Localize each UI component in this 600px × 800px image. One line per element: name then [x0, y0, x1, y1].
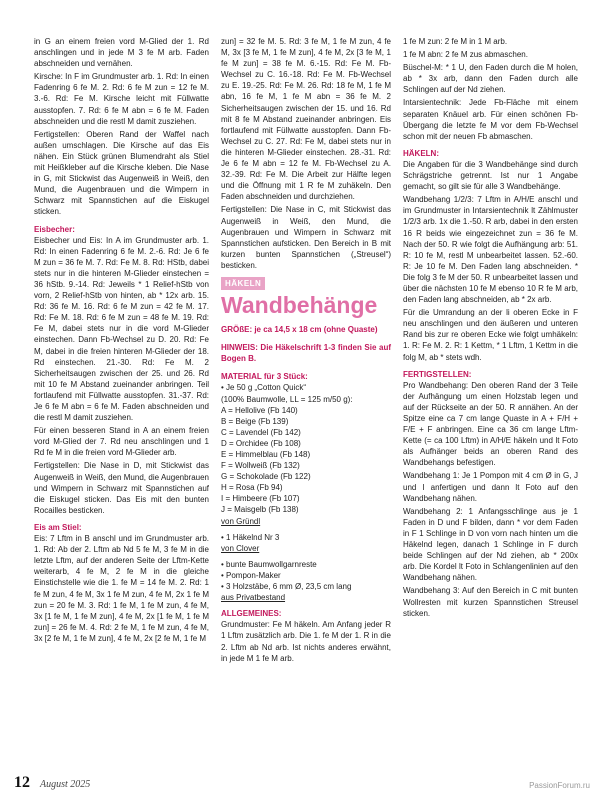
paragraph: Wandbehang 1: Je 1 Pompon mit 4 cm Ø in G, J und I anfertigen und dann lt Foto auf den Wandbehang nähen.	[403, 471, 578, 503]
paragraph: Fertigstellen: Oberen Rand der Waffel nach außen umschlagen. Die Kirsche auf das Eis nähen. Ein Stück grünen Blumendraht als Stiel mit Heißkleber auf die Kirsche kleben. Die Nase in G, mit Stickwist das Augenweiß in Weiß, den Mund, die Augenbrauen und die Wimpern in Schwarz mit Spannstichen auf die Eiskugel sticken.	[34, 129, 209, 217]
material-item: • bunte Baumwollgarnreste	[221, 559, 317, 569]
category-label: HÄKELN	[221, 277, 265, 290]
page-number: 12	[14, 774, 30, 791]
paragraph: Büschel-M: * 1 U, den Faden durch die M holen, ab * 3x arb, dann den Faden durch alle Schlingen auf der Nd ziehen.	[403, 63, 578, 95]
paragraph: Kirsche: In F im Grundmuster arb. 1. Rd: In einen Fadenring 6 fe M. 2. Rd: 6 fe M zun = 12 fe M. 3.-6. Rd: Fe M. Kirsche leicht mit Füllwatte ausstopfen. 7. Rd: 6 fe M abn = 6 fe M. Faden abschneiden und die restl M damit zusziehen.	[34, 72, 209, 126]
material-item: A = Hellolive (Fb 140)	[221, 405, 298, 415]
article-title: Wandbehänge	[221, 292, 378, 319]
paragraph: 1 fe M abn: 2 fe M zus abmaschen.	[403, 50, 528, 60]
page-footer	[14, 774, 90, 792]
paragraph: zun] = 32 fe M. 5. Rd: 3 fe M, 1 fe M zun, 4 fe M, 3x [3 fe M, 1 fe M zun], 4 fe M, 2x [3 fe M, 1 fe M zun] = 38 fe M. 6.-15. Rd: Fe M. Fb-Wechsel zu C. 16.-18. Rd: Fe M. Fb-Wechsel zu E. 19.-25. Rd: Fe M. 26. Rd: 18 fe M, 1 fe M abn, 16 fe M, 1 fe M abn = 36 fe M. 2 Sicherheitsaugen zwischen der 15. und 16. Rd mit 8 fe M Abstand zueinander anbringen. Eis fortlaufend mit Füllwatte ausstopfen. Dann Fb-Wechsel zu C. 27. Rd: Fe M, dabei stets nur in die hinteren M-Glieder einstechen. 28.-31. Rd: Je 6 fe M abn = 12 fe M. Fb-Wechsel zu A. 32.-39. Rd: Fe M. Die Arbeit zur Hälfte legen und die Öffnung mit 1 R fe M zuhäkeln. Den Faden abschneiden und durchziehen.	[221, 37, 391, 202]
material-item: F = Wollweiß (Fb 132)	[221, 461, 300, 471]
paragraph: Fertigstellen: Die Nase in C, mit Stickwist das Augenweiß in Weiß, den Mund, die Augenbrauen und Wimpern in Schwarz mit Spannstichen aufsticken. Den Bereich in B mit kurzen bunten Spannstichen („Streusel“) besticken.	[221, 205, 391, 270]
paragraph: 1 fe M zun: 2 fe M in 1 M arb.	[403, 37, 508, 46]
paragraph: Die Angaben für die 3 Wandbehänge sind durch Schrägstriche getrennt. Ist nur 1 Angabe gemacht, so gilt sie für alle 3 Wandbehänge.	[403, 159, 578, 192]
paragraph: Eisbecher und Eis: In A im Grundmuster arb. 1. Rd: In einen Fadenring 6 fe M. 2.-6. Rd: Je 6 fe M zun = 36 fe M. 7. Rd: Fe M. 8. Rd: HStb, dabei stets nur in die hinteren M-Glieder einstechen = 36 hStb. 9.-14. Rd: Jeweils * 1 Relief-hStb von vorn, 2 Relief-hStb von hinten, ab * 12x arb. 15. Rd: 36 fe M. 16. Rd: 6 fe M zun = 42 fe M. 17. Rd: Fe M. 18. Rd: 6 fe M zun = 48 fe M. 19. Rd: Fe M, dabei stets nur in die vord M-Glieder einstechen. Dann Fb-Wechsel zu D. 20. Rd: Fe M, dabei in die freien hinteren M-Glieder der 18. Rd einstechen. 21.-30. Rd: Fe M. 2 Sicherheitsaugen zwischen der 25. und 26. Rd mit 10 fe M Abstand zueinander anbringen. Teil fortlaufend mit Füllwatte ausstopfen. 31.-37. Rd: Je 6 fe M abn = 6 fe M. Faden abschneiden und die restl M damit zusziehen.	[34, 235, 209, 423]
material-item: B = Beige (Fb 139)	[221, 416, 289, 426]
paragraph: in G an einem freien vord M-Glied der 1. Rd anschlingen und in jede M 3 fe M arb. Faden abschneiden und vernähen.	[34, 37, 209, 69]
watermark: PassionForum.ru	[529, 781, 590, 790]
material-item: E = Himmelblau (Fb 148)	[221, 450, 311, 459]
paragraph: Für die Umrandung an der li oberen Ecke in F neu anschlingen und den äußeren und unteren Rand bis zur re oberen Ecke wie folgt umhäkeln: 1. R: Fe M. 2. R: 1 Kettm, * 1 Lftm, 1 Kettm in die folg M, ab * stets wdh.	[403, 308, 578, 362]
material-item: • Pompon-Maker	[221, 570, 281, 580]
column-right	[403, 36, 578, 621]
material-item: C = Lavendel (Fb 142)	[221, 427, 301, 437]
material-item: G = Schokolade (Fb 122)	[221, 472, 311, 482]
column-left	[34, 36, 209, 646]
material-item: • 3 Holzstäbe, 6 mm Ø, 23,5 cm lang	[221, 582, 352, 592]
material-item: • 1 Häkelnd Nr 3	[221, 532, 280, 542]
paragraph: Wandbehang 2: 1 Anfangsschlinge aus je 1 Faden in D und F bilden, dann * vor dem Faden in F 1 Schlinge in D von vorn nach hinten um die Häkelnd legen, danach 1 Schlinge in F durch beide Schlingen auf der Nd ziehen, ab * 200x arb. Die Kordel lt Foto in Schlangenlinien auf den Wandbehang nähen.	[403, 506, 578, 583]
size-info: GRÖßE: je ca 14,5 x 18 cm (ohne Quaste)	[221, 325, 378, 335]
paragraph: Grundmuster: Fe M häkeln. Am Anfang jeder R 1 Lftm zusätzlich arb. Die 1. fe M der 1. R in die 2. Lftm ab Nd arb. Ist nichts anderes erwähnt, in jede M 1 fe M arb.	[221, 620, 391, 663]
paragraph: Pro Wandbehang: Den oberen Rand der 3 Teile der Aufhängung um einen Holzstab legen und auf der Rückseite an der 50. R annähen. An der Spitze eine ca 7 cm lange Quaste in A + F/H + F/E + F anbringen. Eine ca 36 cm lange Lftm-Kette (= ca 100 Lftm) in A/H/E häkeln und lt Foto als Aufhänger beids an oberen Rand des Wandbehangs befestigen.	[403, 380, 578, 468]
section-heading: Eisbecher:	[34, 224, 75, 234]
paragraph: Wandbehang 3: Auf den Bereich in C mit bunten Wollresten mit kurzen Spannstichen Streusel sticken.	[403, 586, 578, 618]
material-item: H = Rosa (Fb 94)	[221, 483, 283, 493]
column-middle	[221, 36, 391, 666]
paragraph: Intarsientechnik: Jede Fb-Fläche mit einem separaten Knäuel arb. Für einen schönen Fb-Übergang die letzte fe M vor dem Fb-Wechsel schon mit der neuen Fb abmaschen.	[403, 98, 578, 141]
brand-source: von Clover	[221, 543, 260, 553]
section-heading: HÄKELN:	[403, 148, 439, 158]
section-heading: Eis am Stiel:	[34, 522, 82, 532]
material-item: • Je 50 g „Cotton Quick“	[221, 383, 307, 393]
brand-source: von Gründl	[221, 516, 261, 526]
paragraph: Für einen besseren Stand in A an einem freien vord M-Glied der 7. Rd neu anschlingen und 1 Rd fe M in die freien vord M-Glieder arb.	[34, 426, 209, 458]
material-list	[221, 382, 391, 603]
paragraph: Wandbehang 1/2/3: 7 Lftm in A/H/E anschl und im Grundmuster in Intarsientechnik lt Zählmuster 1/2/3 arb. 1x die 1.-50. R arb, dabei in den ersten 16 R beids wie eingezeichnet zun = 36 fe M. Nach der 50. R wie folgt die Aufhängung arb: 51. R: 10 fe M, restl M unbearbeitet lassen. 52.-60. R: Je 10 fe M. Den Faden lang abschneiden. * Die folg 3 fe M der 50. R unbearbeitet lassen und über die nächsten 10 fe M ebenso 10 R fe M arb, den Faden lang abschneiden, ab * 2x arb.	[403, 195, 578, 305]
general-title: ALLGEMEINES:	[221, 609, 282, 619]
issue-date: August 2025	[40, 779, 91, 790]
material-title: MATERIAL für 3 Stück:	[221, 372, 308, 382]
material-item: (100% Baumwolle, LL = 125 m/50 g):	[221, 394, 353, 404]
hint: HINWEIS: Die Häkelschrift 1-3 finden Sie auf Bogen B.	[221, 343, 391, 364]
material-item: J = Maisgelb (Fb 138)	[221, 505, 299, 515]
material-item: D = Orchidee (Fb 108)	[221, 438, 301, 448]
material-item: I = Himbeere (Fb 107)	[221, 494, 300, 504]
brand-source: aus Privatbestand	[221, 593, 286, 603]
section-heading: FERTIGSTELLEN:	[403, 369, 472, 379]
paragraph: Eis: 7 Lftm in B anschl und im Grundmuster arb. 1. Rd: Ab der 2. Lftm ab Nd 5 fe M, 3 fe M in die letzte Lftm, auf der anderen Seite der Lftm-Kette weiterarb, 4 fe M, 2 fe M in die gleiche Einstichstelle wie die 1. fe M = 14 fe M. 2. Rd: 1 fe M zun, 4 fe M, 3x 1 fe M zun, 4 fe M, 2x 1 fe M zun = 20 fe M. 3. Rd: 1 fe M, 1 fe M zun, 4 fe M, 3x [1 fe M, 1 fe M zun], 4 fe M, 2x [1 fe M, 1 fe M zun] = 26 fe M. 4. Rd: 2 fe M, 1 fe M zun, 4 fe M, 3x [2 fe M, 1 fe M zun], 4 fe M, 2x [2 fe M, 1 fe M	[34, 534, 209, 643]
paragraph: Fertigstellen: Die Nase in D, mit Stickwist das Augenweiß in Weiß, den Mund, die Augenbrauen und Wimpern in Schwarz mit Spannstichen auf die Eiskugel sticken. Das Eis mit den bunten Rocailles besticken.	[34, 461, 209, 515]
